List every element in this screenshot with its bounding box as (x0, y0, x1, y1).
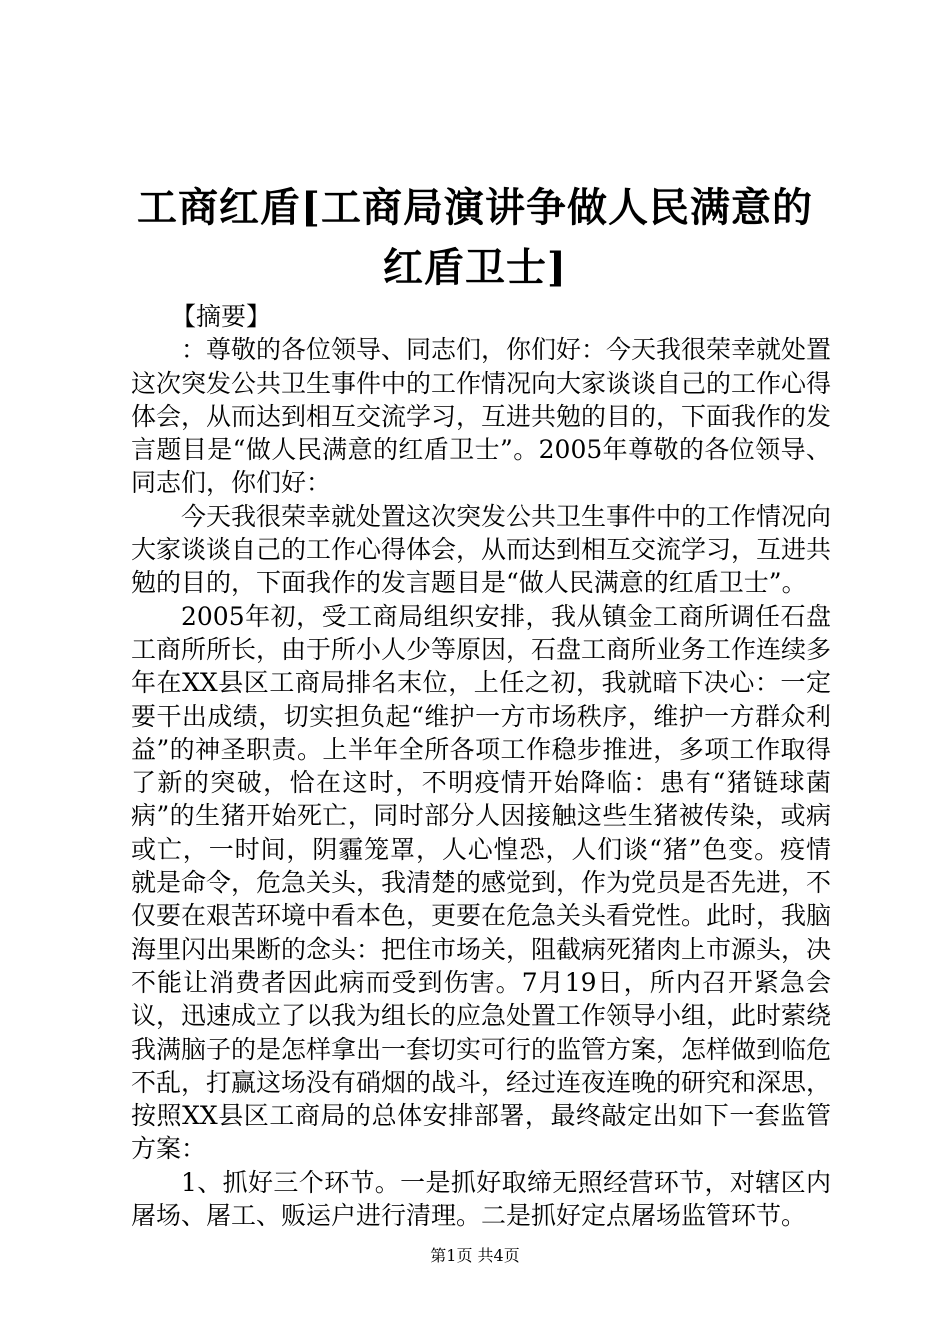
paragraph-background: 2005年初，受工商局组织安排，我从镇金工商所调任石盘工商所所长，由于所小人少等原因，石盘工商所业务工作连续多年在XX县区工商局排名末位，上任之初，我就暗下决心：一定要干出成绩，切实担负起“维护一方市场秩序，维护一方群众利益”的神圣职责。上半年全所各项工作稳步推进，多项工作取得了新的突破，恰在这时，不明疫情开始降临：患有“猪链球菌病”的生猪开始死亡，同时部分人因接触这些生猪被传染，或病或亡，一时间，阴霾笼罩，人心惶恐，人们谈“猪”色变。疫情就是命令，危急关头，我清楚的感觉到，作为党员是否先进，不仅要在艰苦环境中看本色，更要在危急关头看党性。此时，我脑海里闪出果断的念头：把住市场关，阻截病死猪肉上市源头，决不能让消费者因此病而受到伤害。7月19日，所内召开紧急会议，迅速成立了以我为组长的应急处置工作领导小组，此时萦绕我满脑子的是怎样拿出一套切实可行的监管方案，怎样做到临危不乱，打赢这场没有硝烟的战斗，经过连夜连晚的研究和深思，按照XX县区工商局的总体安排部署，最终敲定出如下一套监管方案： (131, 601, 832, 1164)
abstract-label: 【摘要】 (171, 302, 272, 331)
document-body (131, 300, 831, 1232)
paragraph-intro: 今天我很荣幸就处置这次突发公共卫生事件中的工作情况向大家谈谈自己的工作心得体会，从而达到相互交流学习，互进共勉的目的，下面我作的发言题目是“做人民满意的红盾卫士”。 (131, 501, 832, 598)
page-footer: 第1页 共4页 (430, 1246, 520, 1265)
paragraph-abstract: ：尊敬的各位领导、同志们，你们好：今天我很荣幸就处置这次突发公共卫生事件中的工作情况向大家谈谈自己的工作心得体会，从而达到相互交流学习，互进共勉的目的，下面我作的发言题目是“做人民满意的红盾卫士”。2005年尊敬的各位领导、同志们，你们好： (131, 335, 832, 498)
document-title: 工商红盾[工商局演讲争做人民满意的红盾卫士] (137, 184, 813, 291)
paragraph-point-1: 1、抓好三个环节。一是抓好取缔无照经营环节，对辖区内屠场、屠工、贩运户进行清理。二是抓好定点屠场监管环节。 (131, 1167, 831, 1231)
